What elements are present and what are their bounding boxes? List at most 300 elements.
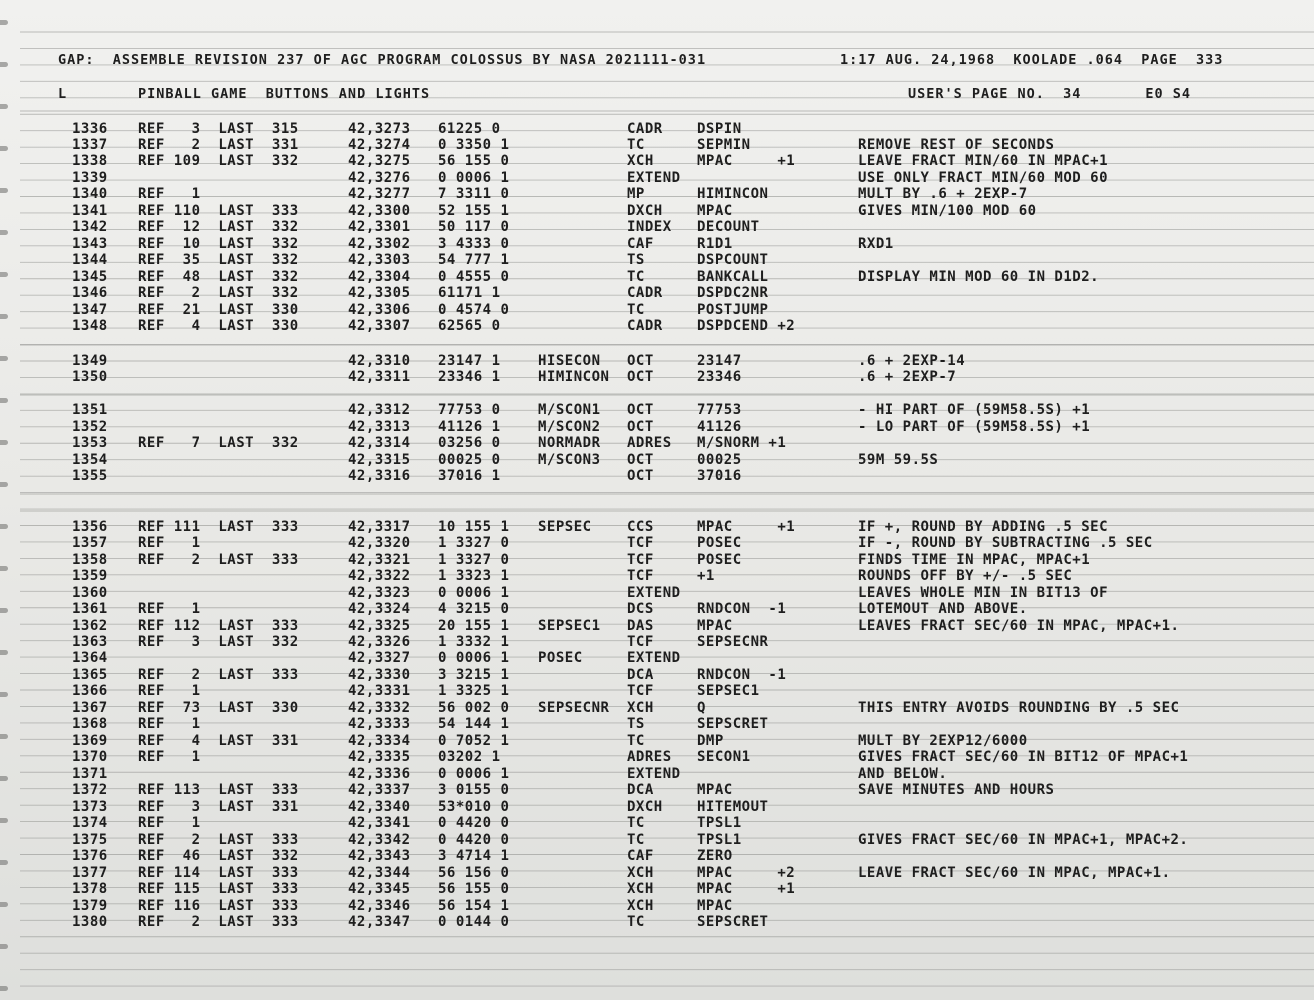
line-number: 1343 [72,236,108,252]
opcode: EXTEND [627,766,681,782]
operand: R1D1 [697,236,733,252]
opcode: CADR [627,318,663,334]
octal-word: 0 0006 1 [438,170,510,186]
listing-row [0,700,1314,717]
comment: RXD1 [858,236,894,252]
line-number: 1379 [72,898,108,914]
memory-address: 42,3333 [348,716,411,732]
operand: MPAC [697,203,733,219]
line-number: 1354 [72,452,108,468]
listing-row [0,552,1314,569]
octal-word: 0 4420 0 [438,815,510,831]
octal-word: 1 3332 1 [438,634,510,650]
operand: DSPIN [697,121,742,137]
octal-word: 0 0006 1 [438,650,510,666]
opcode: XCH [627,865,654,881]
operand: ZERO [697,848,733,864]
octal-word: 03202 1 [438,749,501,765]
symbol-label: SEPSEC [538,519,592,535]
listing-row [0,832,1314,849]
opcode: EXTEND [627,170,681,186]
opcode: TCF [627,683,654,699]
listing-row [0,898,1314,915]
opcode: EXTEND [627,650,681,666]
operand: TPSL1 [697,815,742,831]
line-number: 1369 [72,733,108,749]
listing-row [0,782,1314,799]
symbol-label: M/SCON1 [538,402,601,418]
operand: POSEC [697,535,742,551]
line-number: 1364 [72,650,108,666]
opcode: XCH [627,153,654,169]
operand: Q [697,700,706,716]
opcode: CADR [627,285,663,301]
memory-address: 42,3327 [348,650,411,666]
cross-reference: REF 114 LAST 333 [138,865,299,881]
octal-word: 54 144 1 [438,716,510,732]
operand: SEPSECNR [697,634,769,650]
listing-row [0,716,1314,733]
cross-reference: REF 3 LAST 332 [138,634,299,650]
operand: SEPSEC1 [697,683,760,699]
symbol-label: SEPSECNR [538,700,610,716]
operand: SECON1 [697,749,751,765]
cross-reference: REF 2 LAST 333 [138,667,299,683]
memory-address: 42,3342 [348,832,411,848]
operand: MPAC +1 [697,519,796,535]
cross-reference: REF 1 [138,716,201,732]
line-number: 1357 [72,535,108,551]
octal-word: 1 3327 0 [438,552,510,568]
line-number: 1361 [72,601,108,617]
opcode: ADRES [627,749,672,765]
memory-address: 42,3322 [348,568,411,584]
comment: LEAVE FRACT MIN/60 IN MPAC+1 [858,153,1109,169]
line-number: 1376 [72,848,108,864]
opcode: CAF [627,848,654,864]
memory-address: 42,3302 [348,236,411,252]
opcode: OCT [627,419,654,435]
memory-address: 42,3325 [348,618,411,634]
octal-word: 61225 0 [438,121,501,137]
memory-address: 42,3315 [348,452,411,468]
cross-reference: REF 111 LAST 333 [138,519,299,535]
line-number: 1348 [72,318,108,334]
line-number: 1365 [72,667,108,683]
line-number: 1337 [72,137,108,153]
opcode: DXCH [627,203,663,219]
octal-word: 7 3311 0 [438,186,510,202]
opcode: TCF [627,634,654,650]
listing-row [0,733,1314,750]
memory-address: 42,3273 [348,121,411,137]
cross-reference: REF 109 LAST 332 [138,153,299,169]
memory-address: 42,3335 [348,749,411,765]
octal-word: 56 155 0 [438,881,510,897]
octal-word: 0 7052 1 [438,733,510,749]
line-number: 1366 [72,683,108,699]
opcode: DCA [627,782,654,798]
comment: LEAVES FRACT SEC/60 IN MPAC, MPAC+1. [858,618,1180,634]
operand: SEPSCRET [697,914,769,930]
operand: DSPDCEND +2 [697,318,796,334]
listing-row [0,848,1314,865]
listing-row [0,766,1314,783]
opcode: XCH [627,700,654,716]
cross-reference: REF 7 LAST 332 [138,435,299,451]
opcode: DCS [627,601,654,617]
cross-reference: REF 1 [138,749,201,765]
cross-reference: REF 1 [138,601,201,617]
octal-word: 1 3323 1 [438,568,510,584]
opcode: DAS [627,618,654,634]
octal-word: 0 4420 0 [438,832,510,848]
cross-reference: REF 4 LAST 331 [138,733,299,749]
listing-row [0,137,1314,154]
memory-address: 42,3337 [348,782,411,798]
comment: - HI PART OF (59M58.5S) +1 [858,402,1091,418]
memory-address: 42,3316 [348,468,411,484]
operand: HITEMOUT [697,799,769,815]
opcode: XCH [627,881,654,897]
listing-row [0,519,1314,536]
octal-word: 4 3215 0 [438,601,510,617]
cross-reference: REF 1 [138,535,201,551]
memory-address: 42,3313 [348,419,411,435]
comment: SAVE MINUTES AND HOURS [858,782,1055,798]
octal-word: 56 002 0 [438,700,510,716]
line-number: 1378 [72,881,108,897]
run-info: 1:17 AUG. 24,1968 KOOLADE .064 PAGE 333 [840,52,1224,68]
memory-address: 42,3340 [348,799,411,815]
opcode: DCA [627,667,654,683]
line-number: 1356 [72,519,108,535]
cross-reference: REF 48 LAST 332 [138,269,299,285]
cross-reference: REF 113 LAST 333 [138,782,299,798]
octal-word: 3 4333 0 [438,236,510,252]
listing-row [0,369,1314,386]
operand: MPAC +2 [697,865,796,881]
operand: MPAC [697,618,733,634]
memory-address: 42,3323 [348,585,411,601]
line-number: 1375 [72,832,108,848]
octal-word: 1 3325 1 [438,683,510,699]
operand: HIMINCON [697,186,769,202]
memory-address: 42,3343 [348,848,411,864]
line-number: 1346 [72,285,108,301]
feed-hole [0,986,8,991]
listing-row [0,269,1314,286]
memory-address: 42,3347 [348,914,411,930]
octal-word: 03256 0 [438,435,501,451]
comment: LEAVES WHOLE MIN IN BIT13 OF [858,585,1109,601]
octal-word: 0 0006 1 [438,585,510,601]
octal-word: 20 155 1 [438,618,510,634]
memory-address: 42,3306 [348,302,411,318]
memory-address: 42,3275 [348,153,411,169]
memory-address: 42,3324 [348,601,411,617]
opcode: TCF [627,568,654,584]
header-line-1 [58,52,1224,69]
comment: FINDS TIME IN MPAC, MPAC+1 [858,552,1091,568]
line-number: 1350 [72,369,108,385]
operand: MPAC +1 [697,881,796,897]
cross-reference: REF 1 [138,683,201,699]
listing-row [0,452,1314,469]
opcode: CAF [627,236,654,252]
listing-row [0,236,1314,253]
memory-address: 42,3304 [348,269,411,285]
opcode: TC [627,733,645,749]
cross-reference: REF 73 LAST 330 [138,700,299,716]
comment: .6 + 2EXP-14 [858,353,966,369]
cross-reference: REF 3 LAST 331 [138,799,299,815]
listing-row [0,881,1314,898]
listing-row [0,535,1314,552]
opcode: TC [627,269,645,285]
memory-address: 42,3336 [348,766,411,782]
opcode: DXCH [627,799,663,815]
line-number: 1345 [72,269,108,285]
octal-word: 23147 1 [438,353,501,369]
opcode: TS [627,252,645,268]
comment: .6 + 2EXP-7 [858,369,957,385]
operand: M/SNORM +1 [697,435,787,451]
symbol-label: M/SCON2 [538,419,601,435]
octal-word: 3 3215 1 [438,667,510,683]
octal-word: 0 4555 0 [438,269,510,285]
header-line-2 [58,86,1191,103]
line-number: 1355 [72,468,108,484]
octal-word: 53*010 0 [438,799,510,815]
listing-row [0,285,1314,302]
comment: IF -, ROUND BY SUBTRACTING .5 SEC [858,535,1153,551]
line-number: 1349 [72,353,108,369]
line-number: 1363 [72,634,108,650]
memory-address: 42,3341 [348,815,411,831]
cross-reference: REF 112 LAST 333 [138,618,299,634]
feed-hole [0,104,8,109]
listing-row [0,219,1314,236]
line-number: 1351 [72,402,108,418]
assembly-title: GAP: ASSEMBLE REVISION 237 OF AGC PROGRAM COLOSSUS BY NASA 2021111-031 [58,52,707,68]
cross-reference: REF 10 LAST 332 [138,236,299,252]
cross-reference: REF 46 LAST 332 [138,848,299,864]
cross-reference: REF 1 [138,815,201,831]
comment: THIS ENTRY AVOIDS ROUNDING BY .5 SEC [858,700,1180,716]
memory-address: 42,3311 [348,369,411,385]
octal-word: 37016 1 [438,468,501,484]
octal-word: 61171 1 [438,285,501,301]
listing-row [0,186,1314,203]
opcode: CADR [627,121,663,137]
operand: 37016 [697,468,742,484]
line-number: 1339 [72,170,108,186]
operand: TPSL1 [697,832,742,848]
opcode: TCF [627,552,654,568]
opcode: OCT [627,468,654,484]
listing-row [0,601,1314,618]
octal-word: 0 4574 0 [438,302,510,318]
line-number: 1359 [72,568,108,584]
feed-hole [0,20,8,25]
octal-word: 50 117 0 [438,219,510,235]
memory-address: 42,3326 [348,634,411,650]
opcode: TS [627,716,645,732]
octal-word: 0 0006 1 [438,766,510,782]
comment: GIVES FRACT SEC/60 IN MPAC+1, MPAC+2. [858,832,1189,848]
comment: IF +, ROUND BY ADDING .5 SEC [858,519,1109,535]
operand: MPAC +1 [697,153,796,169]
line-number: 1342 [72,219,108,235]
memory-address: 42,3331 [348,683,411,699]
operand: 23346 [697,369,742,385]
cross-reference: REF 2 LAST 333 [138,832,299,848]
operand: BANKCALL [697,269,769,285]
cross-reference: REF 2 LAST 333 [138,552,299,568]
operand: DMP [697,733,724,749]
octal-word: 10 155 1 [438,519,510,535]
cross-reference: REF 116 LAST 333 [138,898,299,914]
opcode: CCS [627,519,654,535]
opcode: EXTEND [627,585,681,601]
listing-row [0,618,1314,635]
user-page-info: USER'S PAGE NO. 34 E0 S4 [908,86,1191,102]
cross-reference: REF 2 LAST 332 [138,285,299,301]
octal-word: 23346 1 [438,369,501,385]
listing-row [0,914,1314,931]
operand: DECOUNT [697,219,760,235]
opcode: TC [627,832,645,848]
opcode: OCT [627,353,654,369]
octal-word: 77753 0 [438,402,501,418]
opcode: XCH [627,898,654,914]
operand: DSPDC2NR [697,285,769,301]
operand: 77753 [697,402,742,418]
listing-row [0,353,1314,370]
operand: MPAC [697,898,733,914]
comment: GIVES MIN/100 MOD 60 [858,203,1037,219]
cross-reference: REF 35 LAST 332 [138,252,299,268]
listing-row [0,749,1314,766]
cross-reference: REF 21 LAST 330 [138,302,299,318]
line-number: 1377 [72,865,108,881]
memory-address: 42,3330 [348,667,411,683]
memory-address: 42,3277 [348,186,411,202]
listing-row [0,799,1314,816]
memory-address: 42,3314 [348,435,411,451]
symbol-label: SEPSEC1 [538,618,601,634]
operand: RNDCON -1 [697,601,787,617]
memory-address: 42,3307 [348,318,411,334]
line-number: 1338 [72,153,108,169]
line-number: 1352 [72,419,108,435]
listing-row [0,252,1314,269]
memory-address: 42,3276 [348,170,411,186]
line-number: 1374 [72,815,108,831]
operand: SEPMIN [697,137,751,153]
octal-word: 56 156 0 [438,865,510,881]
cross-reference: REF 2 LAST 333 [138,914,299,930]
feed-hole [0,62,8,67]
listing-row [0,568,1314,585]
memory-address: 42,3320 [348,535,411,551]
comment: ROUNDS OFF BY +/- .5 SEC [858,568,1073,584]
memory-address: 42,3334 [348,733,411,749]
listing-row [0,650,1314,667]
octal-word: 3 0155 0 [438,782,510,798]
octal-word: 54 777 1 [438,252,510,268]
opcode: TC [627,137,645,153]
comment: LEAVE FRACT SEC/60 IN MPAC, MPAC+1. [858,865,1171,881]
listing-row [0,153,1314,170]
listing-row [0,121,1314,138]
symbol-label: HISECON [538,353,601,369]
opcode: OCT [627,369,654,385]
line-number: 1336 [72,121,108,137]
listing-row [0,302,1314,319]
memory-address: 42,3305 [348,285,411,301]
line-number: 1347 [72,302,108,318]
opcode: TC [627,302,645,318]
operand: 23147 [697,353,742,369]
opcode: MP [627,186,645,202]
line-number: 1370 [72,749,108,765]
symbol-label: POSEC [538,650,583,666]
memory-address: 42,3300 [348,203,411,219]
opcode: OCT [627,452,654,468]
symbol-label: M/SCON3 [538,452,601,468]
memory-address: 42,3344 [348,865,411,881]
feed-hole [0,944,8,949]
line-number: 1358 [72,552,108,568]
page-marker: L [58,86,68,102]
operand: 00025 [697,452,742,468]
opcode: ADRES [627,435,672,451]
line-number: 1367 [72,700,108,716]
memory-address: 42,3317 [348,519,411,535]
octal-word: 1 3327 0 [438,535,510,551]
listing-row [0,585,1314,602]
octal-word: 56 155 0 [438,153,510,169]
operand: DSPCOUNT [697,252,769,268]
comment: LOTEMOUT AND ABOVE. [858,601,1028,617]
cross-reference: REF 3 LAST 315 [138,121,299,137]
opcode: TC [627,815,645,831]
memory-address: 42,3274 [348,137,411,153]
operand: RNDCON -1 [697,667,787,683]
comment: - LO PART OF (59M58.5S) +1 [858,419,1091,435]
opcode: TC [627,914,645,930]
line-number: 1344 [72,252,108,268]
octal-word: 41126 1 [438,419,501,435]
line-number: 1362 [72,618,108,634]
memory-address: 42,3301 [348,219,411,235]
listing-row [0,402,1314,419]
line-number: 1341 [72,203,108,219]
memory-address: 42,3321 [348,552,411,568]
line-number: 1340 [72,186,108,202]
cross-reference: REF 110 LAST 333 [138,203,299,219]
listing-row [0,419,1314,436]
listing-row [0,667,1314,684]
cross-reference: REF 12 LAST 332 [138,219,299,235]
octal-word: 56 154 1 [438,898,510,914]
line-number: 1353 [72,435,108,451]
listing-row [0,435,1314,452]
operand: 41126 [697,419,742,435]
comment: AND BELOW. [858,766,948,782]
